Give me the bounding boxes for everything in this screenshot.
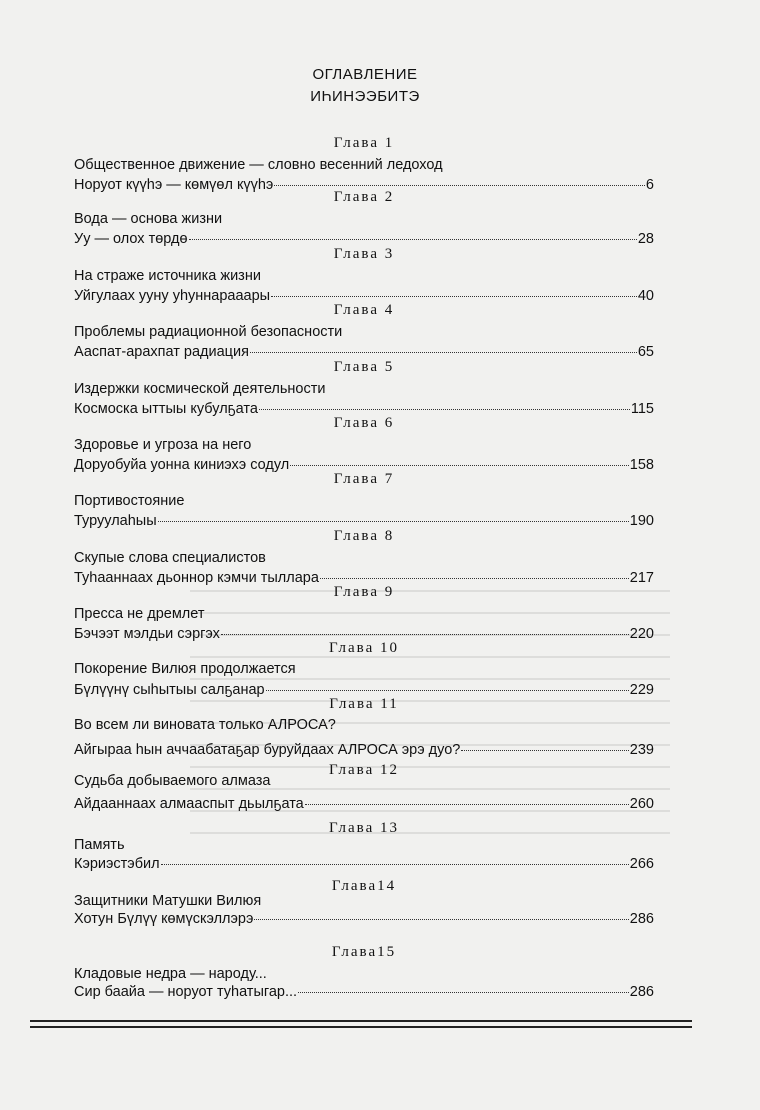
toc-title-ru: ОГЛАВЛЕНИЕ [312,66,418,83]
page-number: 266 [629,856,654,872]
leader-dots [189,239,637,240]
page-number: 28 [637,231,654,247]
leader-dots [250,352,637,353]
leader-dots [320,578,629,579]
page-number: 158 [629,457,654,473]
chapter-title-sakha: Айгыраа һын аччаабатаҕар буруйдаах АЛРОСА эрэ дуо? [74,742,461,758]
page-number: 115 [630,401,654,417]
chapter-title-ru: Общественное движение — словно весенний ледоход [74,157,443,173]
chapter-heading: Глава14 [331,878,397,894]
chapter-heading: Глава 12 [329,762,399,778]
chapter-title-sakha: Доруобуйа уонна киниэхэ содул [74,457,290,473]
leader-dots [274,185,645,186]
toc-entry[interactable] [74,856,654,872]
bottom-rule-top [30,1020,692,1022]
toc-entry[interactable] [74,911,654,927]
leader-dots [298,992,629,993]
leader-dots [158,521,629,522]
chapter-heading: Глава15 [331,944,397,960]
chapter-title-sakha: Ааспат-арахпат радиация [74,344,249,360]
chapter-title-ru: Покорение Вилюя продолжается [74,661,296,677]
toc-entry[interactable] [74,742,654,758]
chapter-heading: Глава 8 [333,528,395,544]
chapter-title-sakha: Кэриэстэбил [74,856,160,872]
page-number: 220 [629,626,654,642]
chapter-title-ru: Вода — основа жизни [74,211,223,227]
chapter-heading: Глава 9 [333,584,395,600]
page-number: 217 [629,570,654,586]
page-number: 65 [637,344,654,360]
leader-dots [254,919,628,920]
chapter-title-ru: Скупые слова специалистов [74,550,266,566]
leader-dots [271,296,637,297]
chapter-title-sakha: Уу — олох төрдө [74,231,188,247]
bottom-rule-bottom [30,1026,692,1028]
chapter-title-ru: На страже источника жизни [74,268,261,284]
chapter-title-ru: Кладовые недра — народу... [74,966,267,982]
page-number: 229 [629,682,654,698]
page-number: 260 [629,796,654,812]
chapter-title-ru: Пресса не дремлет [74,606,205,622]
page-number: 6 [645,177,654,193]
chapter-heading: Глава 4 [333,302,395,318]
leader-dots [161,864,629,865]
chapter-title-sakha: Норуот күүһэ — көмүөл күүһэ [74,177,274,193]
chapter-title-ru: Портивостояние [74,493,185,509]
toc-entry[interactable] [74,231,654,247]
chapter-title-sakha: Туруулаһыы [74,513,157,529]
chapter-title-ru: Здоровье и угроза на него [74,437,252,453]
page-number: 40 [637,288,654,304]
leader-dots [266,690,629,691]
chapter-title-sakha: Бэчээт мэлдьи сэргэх [74,626,220,642]
chapter-heading: Глава 6 [333,415,395,431]
page-number: 286 [629,984,654,1000]
chapter-heading: Глава 5 [333,359,395,375]
page-number: 190 [629,513,654,529]
chapter-title-sakha: Сир баайа — норуот туһатыгар... [74,984,298,1000]
leader-dots [221,634,629,635]
toc-title-sakha: ИҺИНЭЭБИТЭ [310,88,420,105]
chapter-title-sakha: Уйгулаах ууну уһуннарааары [74,288,271,304]
chapter-title-sakha: Космоска ыттыы кубулҕата [74,401,258,417]
toc-entry[interactable] [74,344,654,360]
leader-dots [305,804,629,805]
chapter-title-sakha: Хотун Бүлүү көмүскэллэрэ [74,911,254,927]
chapter-heading: Глава 13 [329,820,399,836]
chapter-heading: Глава 10 [329,640,399,656]
page-number: 286 [629,911,654,927]
chapter-heading: Глава 7 [333,471,395,487]
chapter-title-sakha: Бүлүүнү сыһытыы салҕанар [74,682,265,698]
chapter-title-sakha: Айдааннаах алмааспыт дьылҕата [74,796,304,812]
toc-entry[interactable] [74,984,654,1000]
toc-entry[interactable] [74,796,654,812]
chapter-heading: Глава 2 [333,189,395,205]
chapter-title-sakha: Туһааннаах дьоннор кэмчи тыллара [74,570,319,586]
leader-dots [290,465,629,466]
page-number: 239 [629,742,654,758]
chapter-heading: Глава 11 [329,696,399,712]
chapter-title-ru: Защитники Матушки Вилюя [74,893,262,909]
chapter-heading: Глава 1 [333,135,395,151]
chapter-title-ru: Во всем ли виновата только АЛРОСА? [74,717,336,733]
chapter-title-ru: Проблемы радиационной безопасности [74,324,343,340]
chapter-title-ru: Память [74,837,125,853]
leader-dots [461,750,628,751]
chapter-title-ru: Судьба добываемого алмаза [74,773,271,789]
leader-dots [259,409,630,410]
chapter-title-ru: Издержки космической деятельности [74,381,326,397]
chapter-heading: Глава 3 [333,246,395,262]
toc-entry[interactable] [74,513,654,529]
